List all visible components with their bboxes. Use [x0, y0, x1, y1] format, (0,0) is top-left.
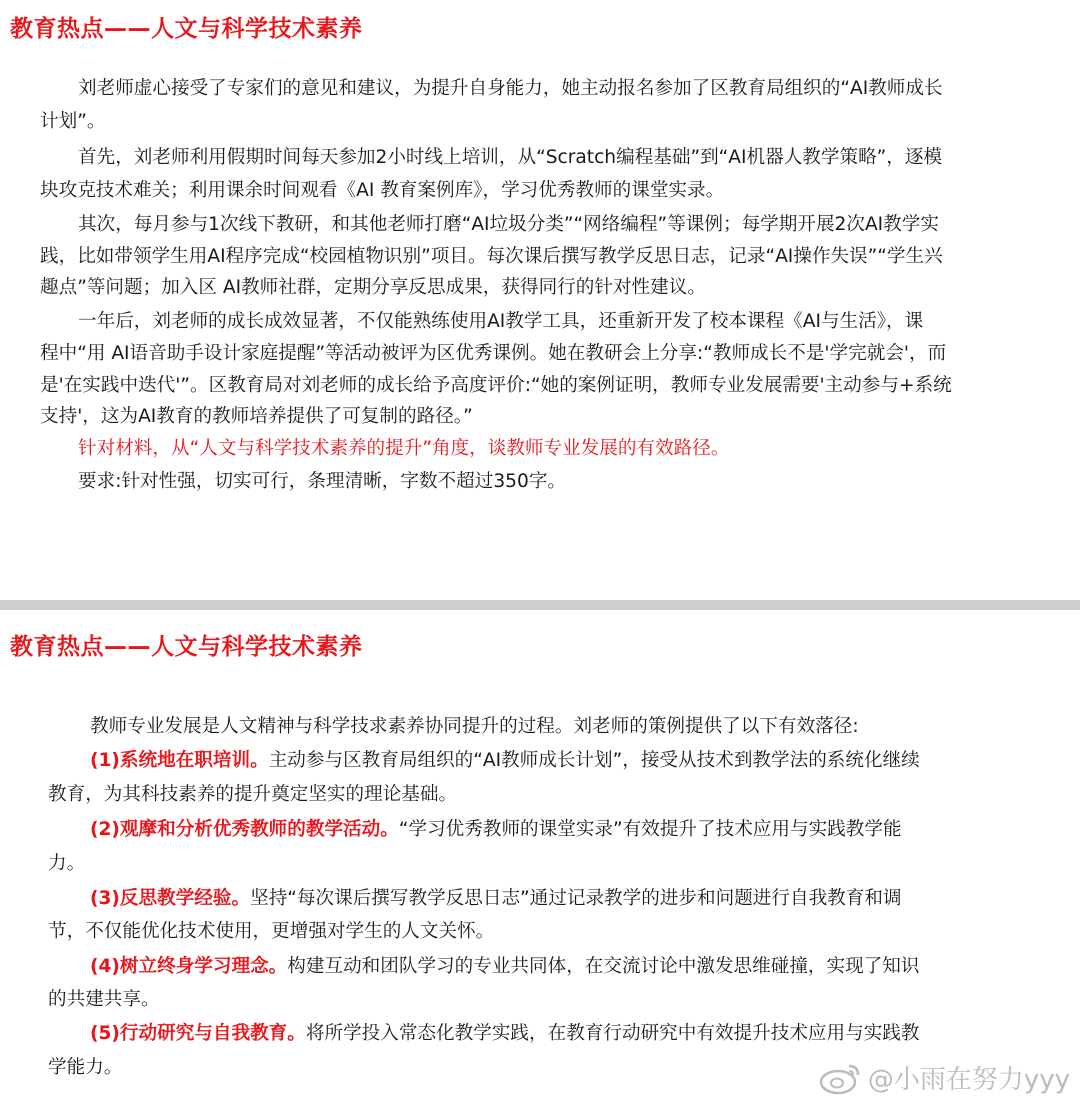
answer-point — [90, 882, 902, 915]
weibo-watermark — [818, 1059, 1070, 1096]
answer-point — [90, 950, 919, 983]
answer-point — [90, 744, 920, 777]
paragraph-line: 趣点”等问题；加入区 AI教师社群，定期分享反思成果，获得同行的针对性建议。 — [40, 277, 706, 298]
paragraph-line: 其次，每月参与1次线下教研，和其他老师打磨“AI垃圾分类”“网络编程”等课例；每学期开展2次AI教学实 — [78, 214, 939, 235]
point-continuation: 力。 — [48, 853, 86, 874]
section-divider — [0, 600, 1080, 610]
point-heading: (5)行动研究与自我教育。 — [90, 1023, 306, 1044]
requirement-text: 要求:针对性强，切实可行，条理清晰，字数不超过350字。 — [78, 471, 567, 492]
point-continuation: 学能力。 — [48, 1057, 123, 1078]
point-heading: (3)反思教学经验。 — [90, 888, 251, 909]
point-continuation: 节，不仅能优化技术使用，更增强对学生的人文关怀。 — [48, 921, 495, 942]
point-text: 主动参与区教育局组织的“AI教师成长计划”，接受从技术到教学法的系统化继续 — [268, 750, 920, 771]
paragraph-line: 计划”。 — [40, 111, 106, 132]
paragraph-line: 刘老师虚心接受了专家们的意见和建议，为提升自身能力，她主动报名参加了区教育局组织的“AI教师成长 — [78, 78, 943, 99]
point-continuation: 教育，为其科技素养的提升奠定坚实的理论基础。 — [48, 784, 458, 805]
paragraph-line: 践，比如带领学生用AI程序完成“校园植物识别”项目。每次课后撰写教学反思日志，记录“AI操作失误”“学生兴 — [40, 246, 943, 267]
weibo-icon — [818, 1061, 862, 1095]
section-title: 教育热点——人文与科学技术素养 — [10, 634, 363, 660]
point-text: “学习优秀教师的课堂实录”有效提升了技术应用与实践教学能 — [398, 819, 902, 840]
answer-intro: 教师专业发展是人文精神与科学技求素养协同提升的过程。刘老师的策例提供了以下有效落径: — [90, 716, 859, 737]
paragraph-line: 首先，刘老师利用假期时间每天参加2小时线上培训，从“Scratch编程基础”到“AI机器人教学策略”，逐模 — [78, 147, 943, 168]
point-text: 构建互动和团队学习的专业共同体，在交流讨论中激发思维碰撞，实现了知识 — [287, 956, 920, 977]
point-text: 坚持“每次课后撰写教学反思日志”通过记录教学的进步和问题进行自我教育和调 — [250, 888, 902, 909]
watermark-text: @小雨在努力yyy — [867, 1065, 1070, 1095]
point-continuation: 的共建共享。 — [48, 989, 160, 1010]
paragraph-line: 支持'，这为AI教育的教师培养提供了可复制的路径。” — [40, 406, 473, 427]
answer-point — [90, 813, 902, 846]
question-text: 针对材料，从“人文与科学技术素养的提升”角度，谈教师专业发展的有效路径。 — [78, 438, 730, 459]
paragraph-line: 一年后，刘老师的成长成效显著，不仅能熟练使用AI教学工具，还重新开发了校本课程《AI与生活》，课 — [78, 311, 924, 332]
point-text: 将所学投入常态化教学实践，在教育行动研究中有效提升技术应用与实践教 — [305, 1023, 920, 1044]
point-heading: (2)观摩和分析优秀教师的教学活动。 — [90, 819, 399, 840]
paragraph-line: 是'在实践中迭代'”。区教育局对刘老师的成长给予高度评价:“她的案例证明，教师专业发展需要'主动参与+系统 — [40, 375, 952, 396]
point-heading: (1)系统地在职培训。 — [90, 750, 269, 771]
point-heading: (4)树立终身学习理念。 — [90, 956, 288, 977]
answer-section — [0, 610, 1080, 1106]
section-title: 教育热点——人文与科学技术素养 — [10, 16, 363, 42]
answer-point — [90, 1017, 919, 1050]
paragraph-line: 程中“用 AI语音助手设计家庭提醒”等活动被评为区优秀课例。她在教研会上分享:“教师成长不是'学完就会'，而 — [40, 343, 947, 364]
paragraph-line: 块攻克技术难关；利用课余时间观看《AI 教育案例库》，学习优秀教师的课堂实录。 — [40, 180, 725, 201]
